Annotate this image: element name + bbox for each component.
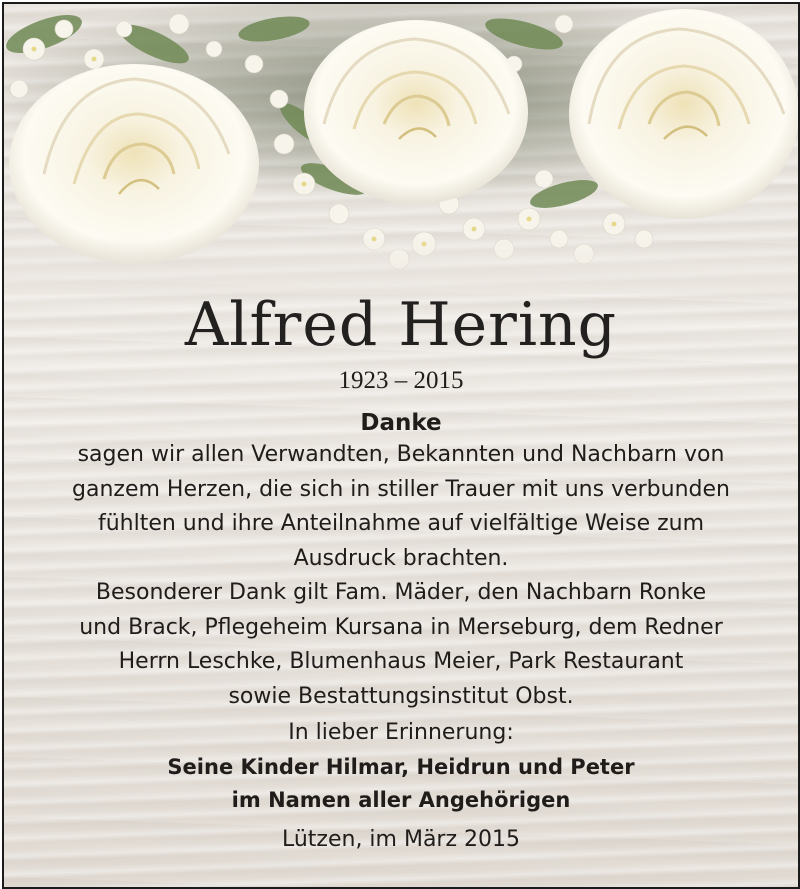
paragraph-line: Ausdruck brachten. [293,545,509,571]
paragraph-line: und Brack, Pflegeheim Kursana in Merseburg, dem Redner [79,614,723,640]
thanks-heading: Danke [360,410,442,436]
life-years: 1923 – 2015 [338,367,464,394]
signers [4,751,798,817]
closing-line: In lieber Erinnerung: [288,720,514,745]
signer-line: im Namen aller Angehörigen [231,787,571,812]
paragraph-line: sowie Bestattungsinstitut Obst. [228,683,574,709]
thanks-paragraph [4,438,798,714]
deceased-name: Alfred Hering [184,290,618,360]
signer-line: Seine Kinder Hilmar, Heidrun und Peter [167,754,635,779]
notice-text [4,289,798,857]
paragraph-line: Besonderer Dank gilt Fam. Mäder, den Nachbarn Ronke [95,580,707,605]
roses-flower-image [4,4,798,294]
paragraph-line: sagen wir allen Verwandten, Bekannten und Nachbarn von [77,442,725,467]
place-date: Lützen, im März 2015 [281,826,521,852]
paragraph-line: fühlten und ihre Anteilnahme auf vielfältige Weise zum [97,511,705,536]
obituary-card [2,2,800,889]
paragraph-line: ganzem Herzen, die sich in stiller Trauer mit uns verbunden [72,476,730,502]
paragraph-line: Herrn Leschke, Blumenhaus Meier, Park Restaurant [118,649,684,674]
